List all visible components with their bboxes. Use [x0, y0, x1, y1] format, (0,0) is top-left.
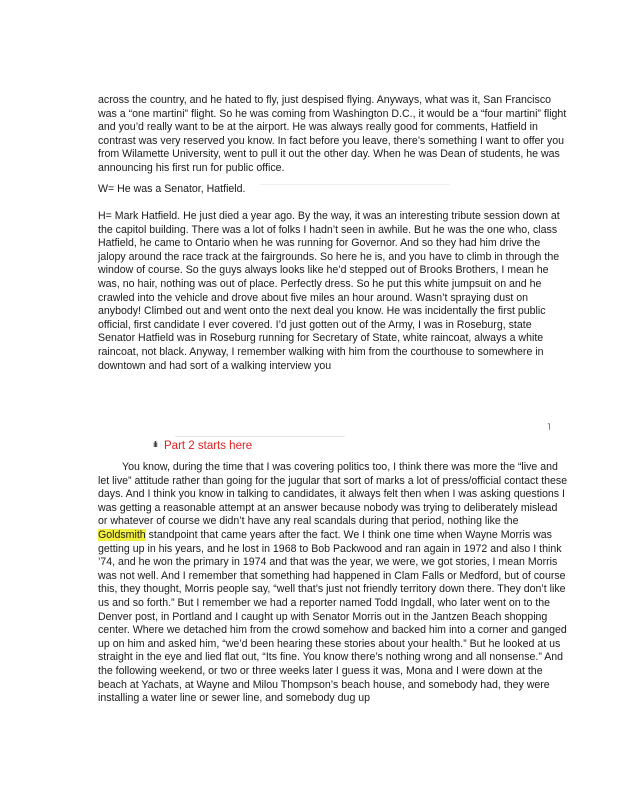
- paragraph-4-text-before: You know, during the time that I was covering politics too, I think there was more the “live and let live” attitude rather than going for the jugular that sort of marks a lot of press/official contact these days. And I think you know in talking to candidates, it always felt then when I was asking questions I was getting a reasonable attempt at an answer because nobody was trying to deliberately mislead or whatever of course we didn’t have any real scandals during that period, nothing like the: [98, 461, 568, 528]
- corner-scan-mark: ˥: [547, 422, 551, 432]
- paragraph-4: [98, 461, 568, 706]
- highlighted-word: Goldsmith: [98, 528, 146, 541]
- part-2-annotation: Part 2 starts here: [164, 440, 253, 452]
- paragraph-3-speaker-h: H= Mark Hatfield. He just died a year ago. By the way, it was an interesting tribute session down at the capitol building. There was a lot of folks I hadn’t seen in awhile. But he was the one who, class Hatfield, he came to Ontario when he was running for Governor. And so they had him drive the jalopy around the race track at the fairgrounds. So here he is, and you have to climb in through the window of course. So the guys always looks like he’d stepped out of Brooks Brothers, I mean he was, no hair, nothing was out of place. Perfectly dress. So he put this white jumpsuit on and he crawled into the vehicle and drove about five miles an hour around. Wasn’t spraying dust on anybody! Climbed out and went onto the next deal you know. He was incidentally the first public official, first candidate I ever covered. I’d just gotten out of the Army, I was in Roseburg, state Senator Hatfield was in Roseburg running for Secretary of State, white raincoat, always a white raincoat, not black. Anyway, I remember walking with him from the courthouse to somewhere in downtown and had sort of a walking interview you: [98, 210, 560, 372]
- paragraph-1: across the country, and he hated to fly, just despised flying. Anyways, what was it, San Francisco was a “one martini” flight. So he was coming from Washington D.C., it would be a “four martini” flight and you’d really want to be at the airport. He was always really good for comments, Hatfield in contrast was very reserved you know. In fact before you leave, there’s something I want to offer you from Wilamette University, went to pull it out the other day. When he was Dean of students, he was announcing his first run for public office.: [98, 94, 567, 174]
- annotation-bars-mark: ıllı: [153, 440, 157, 449]
- paragraph-4-text-after: standpoint that came years after the fact. We I think one time when Wayne Morris was getting up in his years, and he lost in 1968 to Bob Packwood and ran again in 1972 and also I think ’74, and he won the primary in 1974 and that was the year, we were, we got stories, I mean Morris was not well. And I remember that something had happened in Clam Falls or Medford, but of course this, they thought, Morris people say, “well that’s just not friendly territory down there. They don’t like us and so forth.” But I remember we had a reporter named Todd Ingdall, who later went on to the Denver post, in Portland and I caught up with Senator Morris out in the Jantzen Beach shopping center. Where we detached him from the crowd somehow and backed him into a corner and ganged up on him and asked him, “we’d been hearing these stories about your health.” But he looked at us straight in the eye and lied flat out, “Its fine. You know there’s nothing wrong and all nonsense.” And the following weekend, or two or three weeks later I guess it was, Mona and I were down at the beach at Yachats, at Wayne and Milou Thompson’s beach house, and somebody had, they were installing a water line or sewer line, and somebody dug up: [98, 528, 567, 705]
- paragraph-2-speaker-w: W= He was a Senator, Hatfield.: [98, 183, 246, 195]
- scan-artifact-line-2: [175, 436, 345, 437]
